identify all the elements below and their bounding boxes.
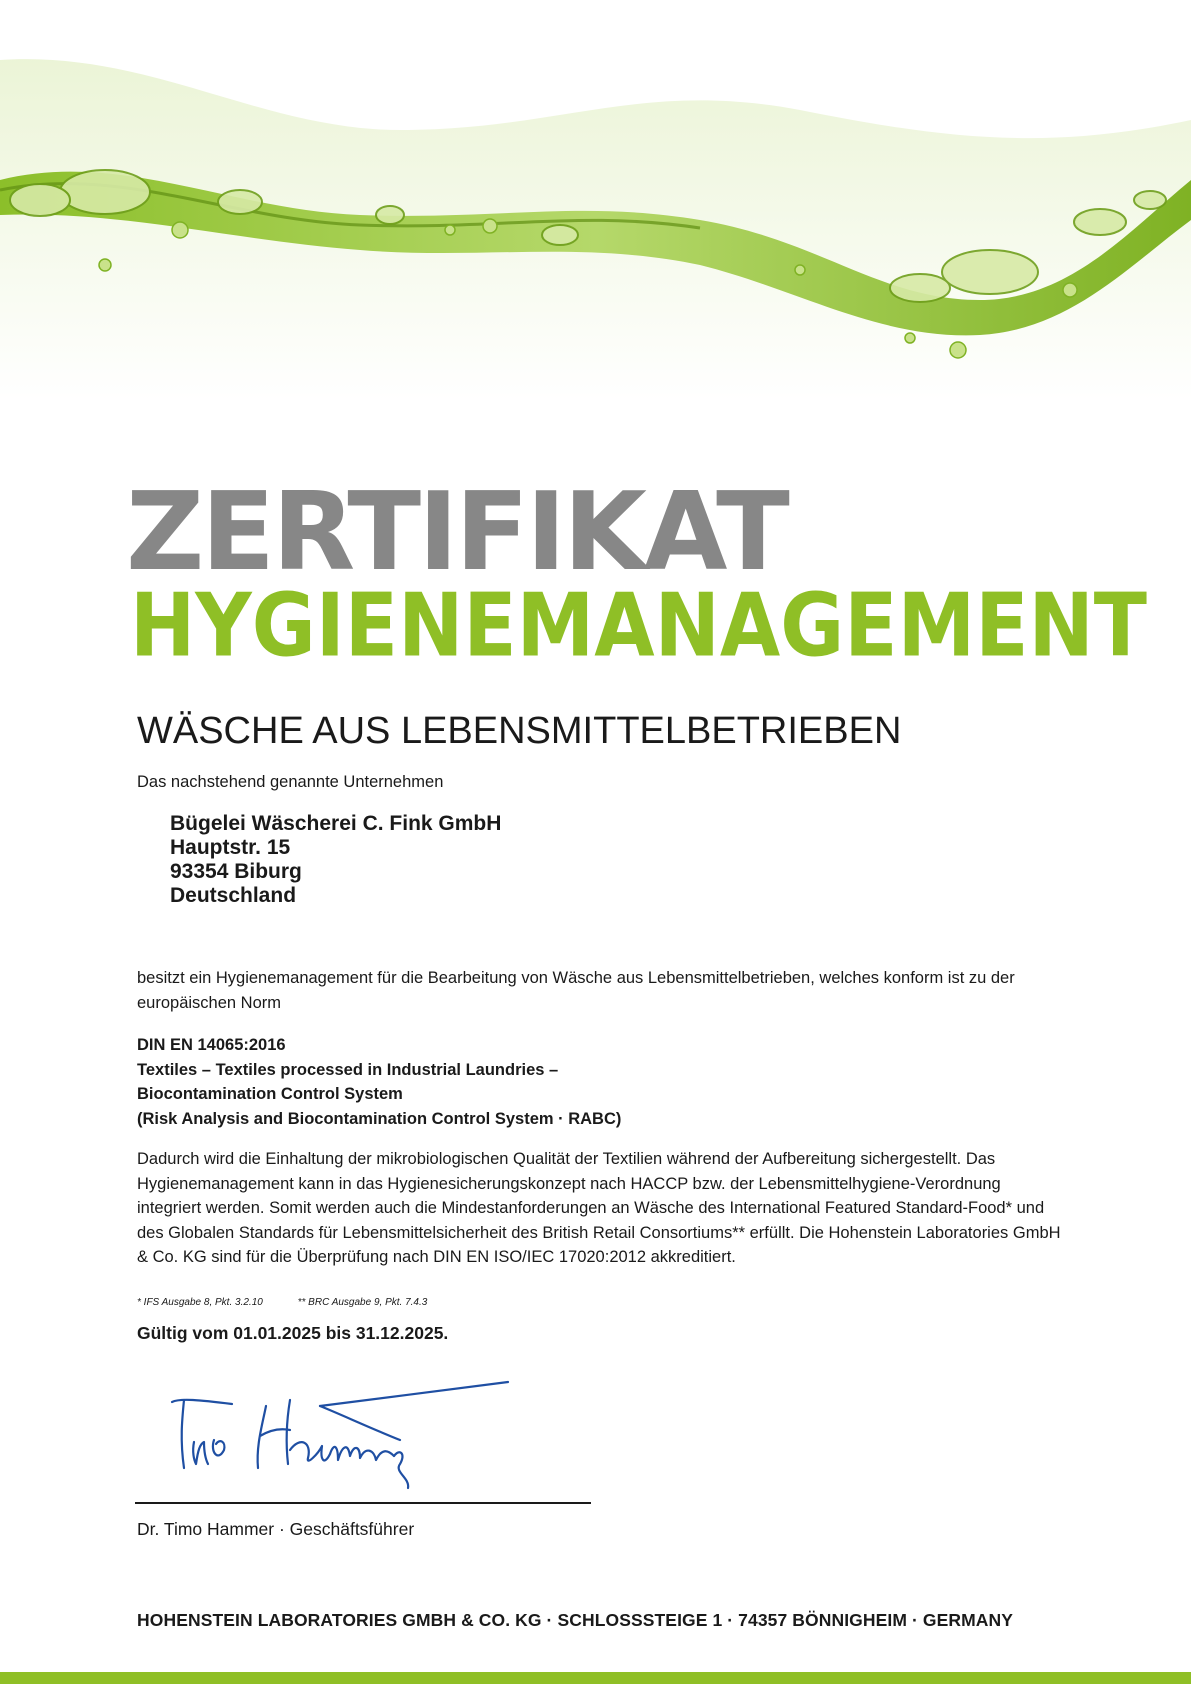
signer-name-title: Dr. Timo Hammer · Geschäftsführer: [137, 1519, 415, 1539]
company-country: Deutschland: [170, 884, 297, 907]
norm-line-3: (Risk Analysis and Biocontamination Control System · RABC): [137, 1109, 622, 1128]
norm-line-2: Biocontamination Control System: [137, 1085, 403, 1103]
norm-code: DIN EN 14065:2016: [137, 1036, 286, 1054]
company-city: 93354 Biburg: [170, 860, 302, 883]
certificate-scope-heading: WÄSCHE AUS LEBENSMITTELBETRIEBEN: [137, 710, 902, 752]
title-hygiene: HYGIENE: [130, 575, 517, 677]
norm-line-1: Textiles – Textiles processed in Industrial Laundries –: [137, 1060, 559, 1079]
title-management: MANAGEMENT: [516, 575, 1147, 677]
certificate-title: ZERTIFIKAT: [126, 470, 787, 595]
conformity-statement: besitzt ein Hygienemanagement für die Bearbeitung von Wäsche aus Lebensmittelbetrieben, welches konform ist zu der europäischen Norm: [137, 969, 1015, 1012]
handwritten-signature: [170, 1380, 520, 1490]
green-water-wave-header: [0, 0, 1191, 400]
validity-period: Gültig vom 01.01.2025 bis 31.12.2025.: [137, 1323, 449, 1343]
company-address-block: [170, 812, 501, 908]
footnotes: [137, 1297, 459, 1308]
footnote-brc: ** BRC Ausgabe 9, Pkt. 7.4.3: [297, 1297, 428, 1308]
footnote-ifs: * IFS Ausgabe 8, Pkt. 3.2.10: [137, 1297, 263, 1308]
certificate-subject: [130, 577, 1147, 676]
company-street: Hauptstr. 15: [170, 836, 291, 859]
company-name: Bügelei Wäscherei C. Fink GmbH: [170, 812, 502, 835]
description-paragraph: Dadurch wird die Einhaltung der mikrobiologischen Qualität der Textilien während der Aufbereitung sichergestellt. Das Hygienemanagement kann in das Hygienesicherungskonzept nach HACCP bzw. der Lebensmittelhygiene-Verordnung integriert werden. Somit werden auch die Mindestanforderungen an Wäsche des International Featured Standard-Food* und des Globalen Standards für Lebensmittelsicherheit des British Retail Consortiums** erfüllt. Die Hohenstein Laboratories GmbH & Co. KG sind für die Überprüfung nach DIN EN ISO/IEC 17020:2012 akkreditiert.: [137, 1150, 1061, 1266]
signature-line: [135, 1502, 591, 1504]
intro-text: Das nachstehend genannte Unternehmen: [137, 773, 444, 791]
issuer-address-footer: HOHENSTEIN LABORATORIES GMBH & CO. KG · SCHLOSSSTEIGE 1 · 74357 BÖNNIGHEIM · GERMANY: [137, 1610, 1014, 1630]
norm-block: [137, 1033, 621, 1131]
bottom-accent-bar: [0, 1672, 1191, 1684]
